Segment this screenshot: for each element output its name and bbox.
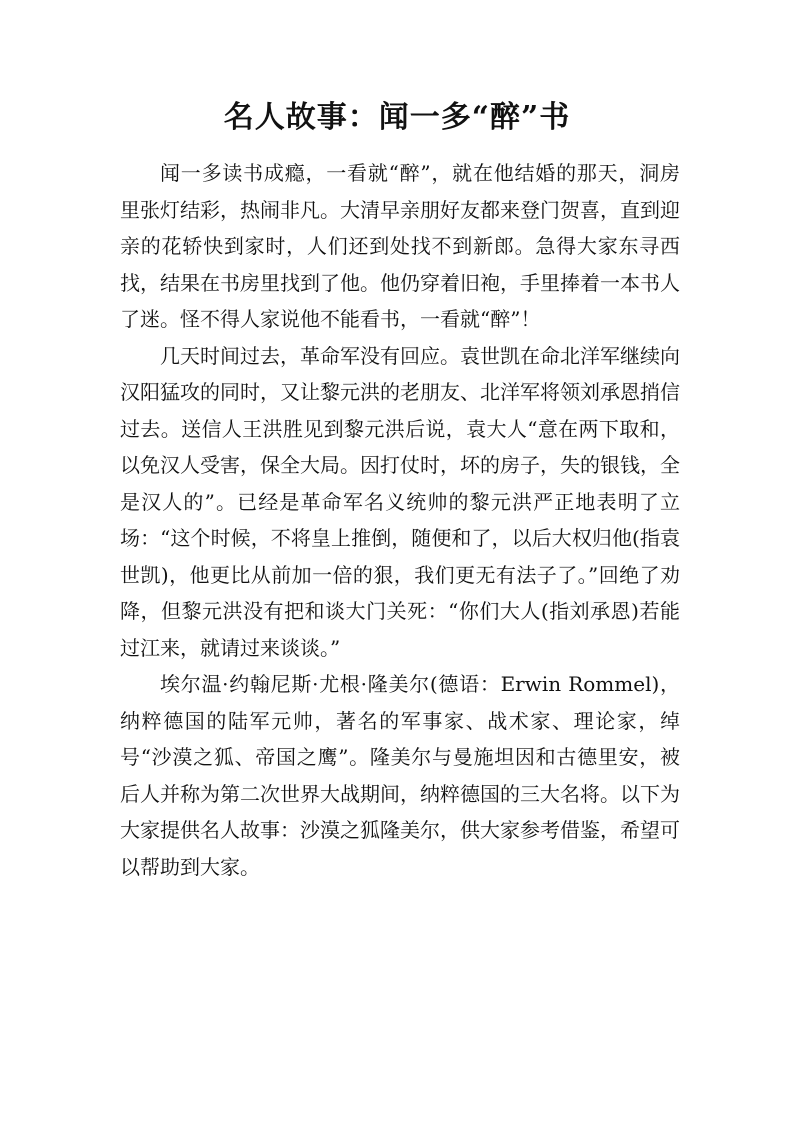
document-title: 名人故事：闻一多“醉”书 (223, 100, 571, 135)
paragraph-revolution: 几天时间过去，革命军没有回应。袁世凯在命北洋军继续向汉阳猛攻的同时，又让黎元洪的老朋友、北洋军将领刘承恩捎信过去。送信人王洪胜见到黎元洪后说，袁大人“意在两下取和，以免汉人受害，保全大局。因打仗时，坏的房子，失的银钱，全是汉人的”。已经是革命军名义统帅的黎元洪严正地表明了立场：“这个时候，不将皇上推倒，随便和了，以后大权归他(指袁世凯)，他更比从前加一倍的狠，我们更无有法子了。”回绝了劝降，但黎元洪没有把和谈大门关死：“你们大人(指刘承恩)若能过江来，就请过来谈谈。” (120, 343, 680, 660)
document-body (120, 155, 680, 885)
paragraph-rommel: 埃尔温·约翰尼斯·尤根·隆美尔(德语：Erwin Rommel)，纳粹德国的陆军元帅，著名的军事家、战术家、理论家，绰号“沙漠之狐、帝国之鹰”。隆美尔与曼施坦因和古德里安，被后人并称为第二次世界大战期间，纳粹德国的三大名将。以下为大家提供名人故事：沙漠之狐隆美尔，供大家参考借鉴，希望可以帮助到大家。 (120, 672, 680, 879)
paragraph-wen-yiduo: 闻一多读书成瘾，一看就“醉”，就在他结婚的那天，洞房里张灯结彩，热闹非凡。大清早亲朋好友都来登门贺喜，直到迎亲的花轿快到家时，人们还到处找不到新郎。急得大家东寻西找，结果在书房里找到了他。他仍穿着旧袍，手里捧着一本书人了迷。怪不得人家说他不能看书，一看就“醉”！ (120, 161, 680, 331)
